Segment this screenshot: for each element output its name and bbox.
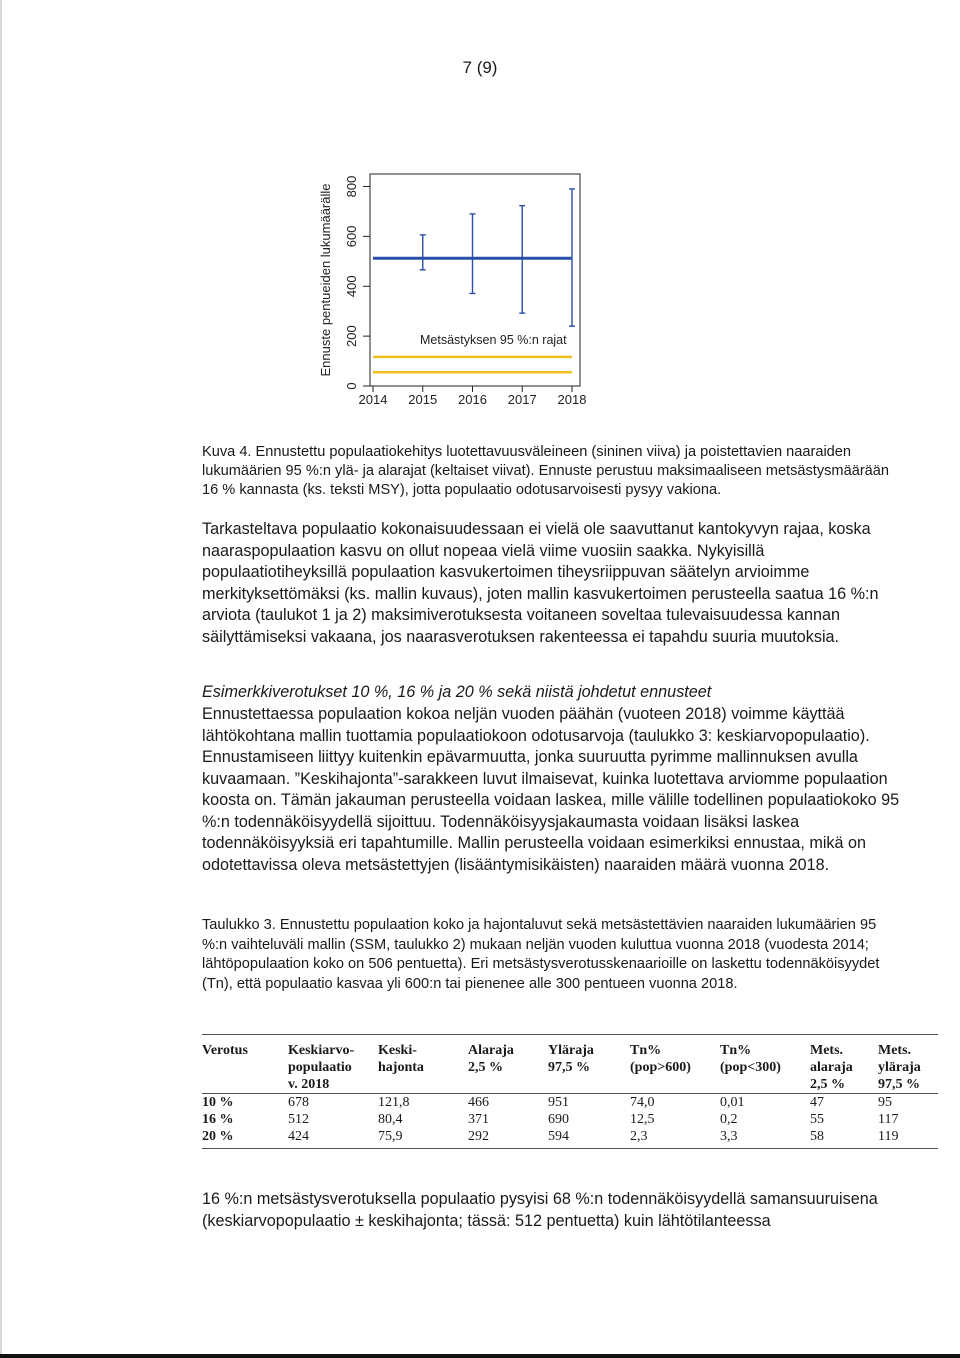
table-cell: 119 bbox=[878, 1128, 938, 1149]
table-caption: Taulukko 3. Ennustettu populaation koko ja hajontaluvut sekä metsästettävien naaraiden lukumäärien 95 %:n vaihteluväli mallin (SSM, taulukko 2) mukaan neljän vuoden kuluttua vuonna 2018 (vuodesta 2014; lähtöpopulaation koko on 506 pentuetta). Eri metsästysverotusskenaarioille on laskettu todennäköisyydet (Tn), että populaatio kasvaa yli 600:n tai pienenee alle 300 pentueen vuonna 2018. bbox=[202, 917, 880, 992]
table-cell: 58 bbox=[810, 1128, 878, 1149]
forecast-table bbox=[202, 1034, 938, 1149]
forecast-table-wrapper bbox=[202, 1034, 938, 1149]
table-header-cell: Tn% bbox=[720, 1043, 752, 1058]
table-header-cell: Mets. bbox=[810, 1043, 844, 1058]
table-cell: 75,9 bbox=[378, 1128, 468, 1149]
plot-frame bbox=[370, 174, 580, 386]
table-header-cell: v. 2018 bbox=[288, 1076, 378, 1094]
y-tick-label: 600 bbox=[344, 225, 359, 248]
table-header-cell: (pop<300) bbox=[720, 1060, 781, 1075]
paragraph-carrying-capacity: Tarkasteltava populaatio kokonaisuudessaan ei vielä ole saavuttanut kantokyvyn rajaa, koska naaraspopulaation kasvu on ollut nopeaa vielä viime vuosiin saakka. Nykyisillä populaatiotiheyksillä populaation kasvukertoimen tiheysriippuvan säätelyn arvioimme merkityksettömäksi (ks. mallin kuvaus), joten mallin kasvukertoimen perusteella saatua 16 %:n arviota (taulukot 1 ja 2) maksimiverotuksesta voitaneen soveltaa tulevaisuudessa kannan säilyttämiseksi vakaana, jos naarasverotuksen rakenteessa ei tapahdu suuria muutoksia. bbox=[202, 520, 879, 646]
table-header-cell: Yläraja bbox=[548, 1043, 594, 1058]
x-tick-label: 2016 bbox=[458, 392, 487, 407]
figure-caption: Kuva 4. Ennustettu populaatiokehitys luotettavuusväleineen (sininen viiva) ja poistettavien naaraiden lukumäärien 95 %:n ylä- ja alarajat (keltaiset viivat). Ennuste perustuu maksimaaliseen metsästysmäärään 16 % kannasta (ks. teksti MSY), jotta populaatio odotusarvoisesti pysyy vakiona. bbox=[202, 444, 890, 498]
y-axis bbox=[344, 176, 370, 390]
table-cell: 3,3 bbox=[720, 1128, 810, 1149]
table-header bbox=[202, 1035, 938, 1094]
table-header-cell: Keski- bbox=[378, 1043, 417, 1058]
table-header-row bbox=[202, 1059, 938, 1076]
table-header-row bbox=[202, 1035, 938, 1060]
table-cell: 95 bbox=[878, 1095, 892, 1110]
table-cell: 80,4 bbox=[378, 1112, 403, 1127]
table-header-cell bbox=[202, 1059, 288, 1076]
scan-edge-bottom bbox=[0, 1354, 960, 1358]
page-number: 7 (9) bbox=[462, 58, 498, 77]
x-tick-label: 2014 bbox=[358, 392, 388, 407]
x-axis bbox=[359, 386, 587, 407]
table-cell: 74,0 bbox=[630, 1095, 655, 1110]
table-cell: 951 bbox=[548, 1095, 569, 1110]
table-header-cell: alaraja bbox=[810, 1060, 853, 1075]
table-header-cell: populaatio bbox=[288, 1060, 352, 1075]
table-row-label: 16 % bbox=[202, 1112, 234, 1127]
table-row bbox=[202, 1094, 938, 1112]
table-header-cell bbox=[720, 1076, 810, 1094]
table-header-cell: 2,5 % bbox=[468, 1060, 503, 1075]
x-tick-label: 2018 bbox=[557, 392, 587, 407]
y-tick-label: 800 bbox=[344, 175, 359, 198]
table-row-label: 20 % bbox=[202, 1128, 288, 1149]
table-header-cell: Mets. bbox=[878, 1043, 912, 1058]
table-cell: 424 bbox=[288, 1128, 378, 1149]
y-tick-label: 400 bbox=[344, 275, 359, 298]
table-header-cell: Keskiarvo- bbox=[288, 1043, 355, 1058]
table-body bbox=[202, 1094, 938, 1149]
x-tick-label: 2015 bbox=[408, 392, 438, 407]
table-header-cell: 2,5 % bbox=[810, 1076, 878, 1094]
table-header-cell: Tn% bbox=[630, 1043, 662, 1058]
hunting-limits-legend: Metsästyksen 95 %:n rajat bbox=[420, 333, 567, 347]
table-cell: 12,5 bbox=[630, 1112, 655, 1127]
table-header-cell bbox=[548, 1076, 630, 1094]
table-header-cell: Alaraja bbox=[468, 1043, 514, 1058]
table-cell: 55 bbox=[810, 1112, 824, 1127]
section-heading: Esimerkkiverotukset 10 %, 16 % ja 20 % sekä niistä johdetut ennusteet bbox=[202, 683, 712, 701]
y-tick-label: 200 bbox=[344, 325, 359, 347]
table-cell: 678 bbox=[288, 1095, 309, 1110]
paragraph-forecast: Ennustettaessa populaation kokoa neljän vuoden päähän (vuoteen 2018) voimme käyttää lähtökohtana mallin tuottamia populaatiokoon odotusarvoja (taulukko 3: keskiarvopopulaatio). Ennustamiseen liittyy kuitenkin epävarmuutta, jonka suuruutta pyrimme mallinnuksen avulla kuvaamaan. ”Keskihajonta”-sarakkeen luvut ilmaisevat, kuinka luotettava arviomme populaation koosta on. Tämän jakauman perusteella voidaan laskea, mille välille todellinen populaatiokoko 95 %:n todennäköisyydellä sijoittuu. Todennäköisyysjakaumasta voidaan lisäksi laskea todennäköisyyksiä eri tapahtumille. Mallin perusteella voidaan esimerkiksi ennustaa, mikä on odotettavissa oleva metsästettyjen (lisääntymisikäisten) naaraiden määrä vuonna 2018. bbox=[202, 705, 900, 874]
table-header-cell: 97,5 % bbox=[548, 1060, 590, 1075]
table-header-cell bbox=[378, 1076, 468, 1094]
table-header-cell bbox=[468, 1076, 548, 1094]
table-cell: 0,01 bbox=[720, 1095, 745, 1110]
table-row-label: 10 % bbox=[202, 1095, 234, 1110]
table-cell: 117 bbox=[878, 1112, 899, 1127]
paragraph-conclusion: 16 %:n metsästysverotuksella populaatio pysyisi 68 %:n todennäköisyydellä samansuuruisena (keskiarvopopulaatio ± keskihajonta; tässä: 512 pentuetta) kuin lähtötilanteessa bbox=[202, 1190, 878, 1230]
table-cell: 2,3 bbox=[630, 1128, 720, 1149]
y-tick-label: 0 bbox=[344, 382, 359, 390]
table-cell: 121,8 bbox=[378, 1095, 410, 1110]
table-header-cell: (pop>600) bbox=[630, 1060, 691, 1075]
table-cell: 594 bbox=[548, 1128, 630, 1149]
table-row bbox=[202, 1111, 938, 1128]
table-cell: 47 bbox=[810, 1095, 824, 1110]
table-cell: 371 bbox=[468, 1112, 489, 1127]
table-header-cell bbox=[202, 1076, 288, 1094]
table-header-cell: hajonta bbox=[378, 1060, 424, 1075]
table-header-cell: yläraja bbox=[878, 1060, 921, 1075]
forecast-series bbox=[373, 189, 575, 326]
table-row bbox=[202, 1128, 938, 1149]
table-cell: 512 bbox=[288, 1112, 309, 1127]
population-forecast-chart bbox=[0, 0, 960, 420]
table-header-cell: Verotus bbox=[202, 1043, 248, 1058]
table-cell: 690 bbox=[548, 1112, 569, 1127]
table-header-cell bbox=[630, 1076, 720, 1094]
table-header-cell: 97,5 % bbox=[878, 1076, 938, 1094]
hunting-limit-lines bbox=[373, 357, 572, 372]
y-axis-label: Ennuste pentueiden lukumäärälle bbox=[318, 183, 333, 377]
table-cell: 466 bbox=[468, 1095, 489, 1110]
table-cell: 0,2 bbox=[720, 1112, 738, 1127]
table-cell: 292 bbox=[468, 1128, 548, 1149]
x-tick-label: 2017 bbox=[507, 392, 537, 407]
table-header-row bbox=[202, 1076, 938, 1094]
